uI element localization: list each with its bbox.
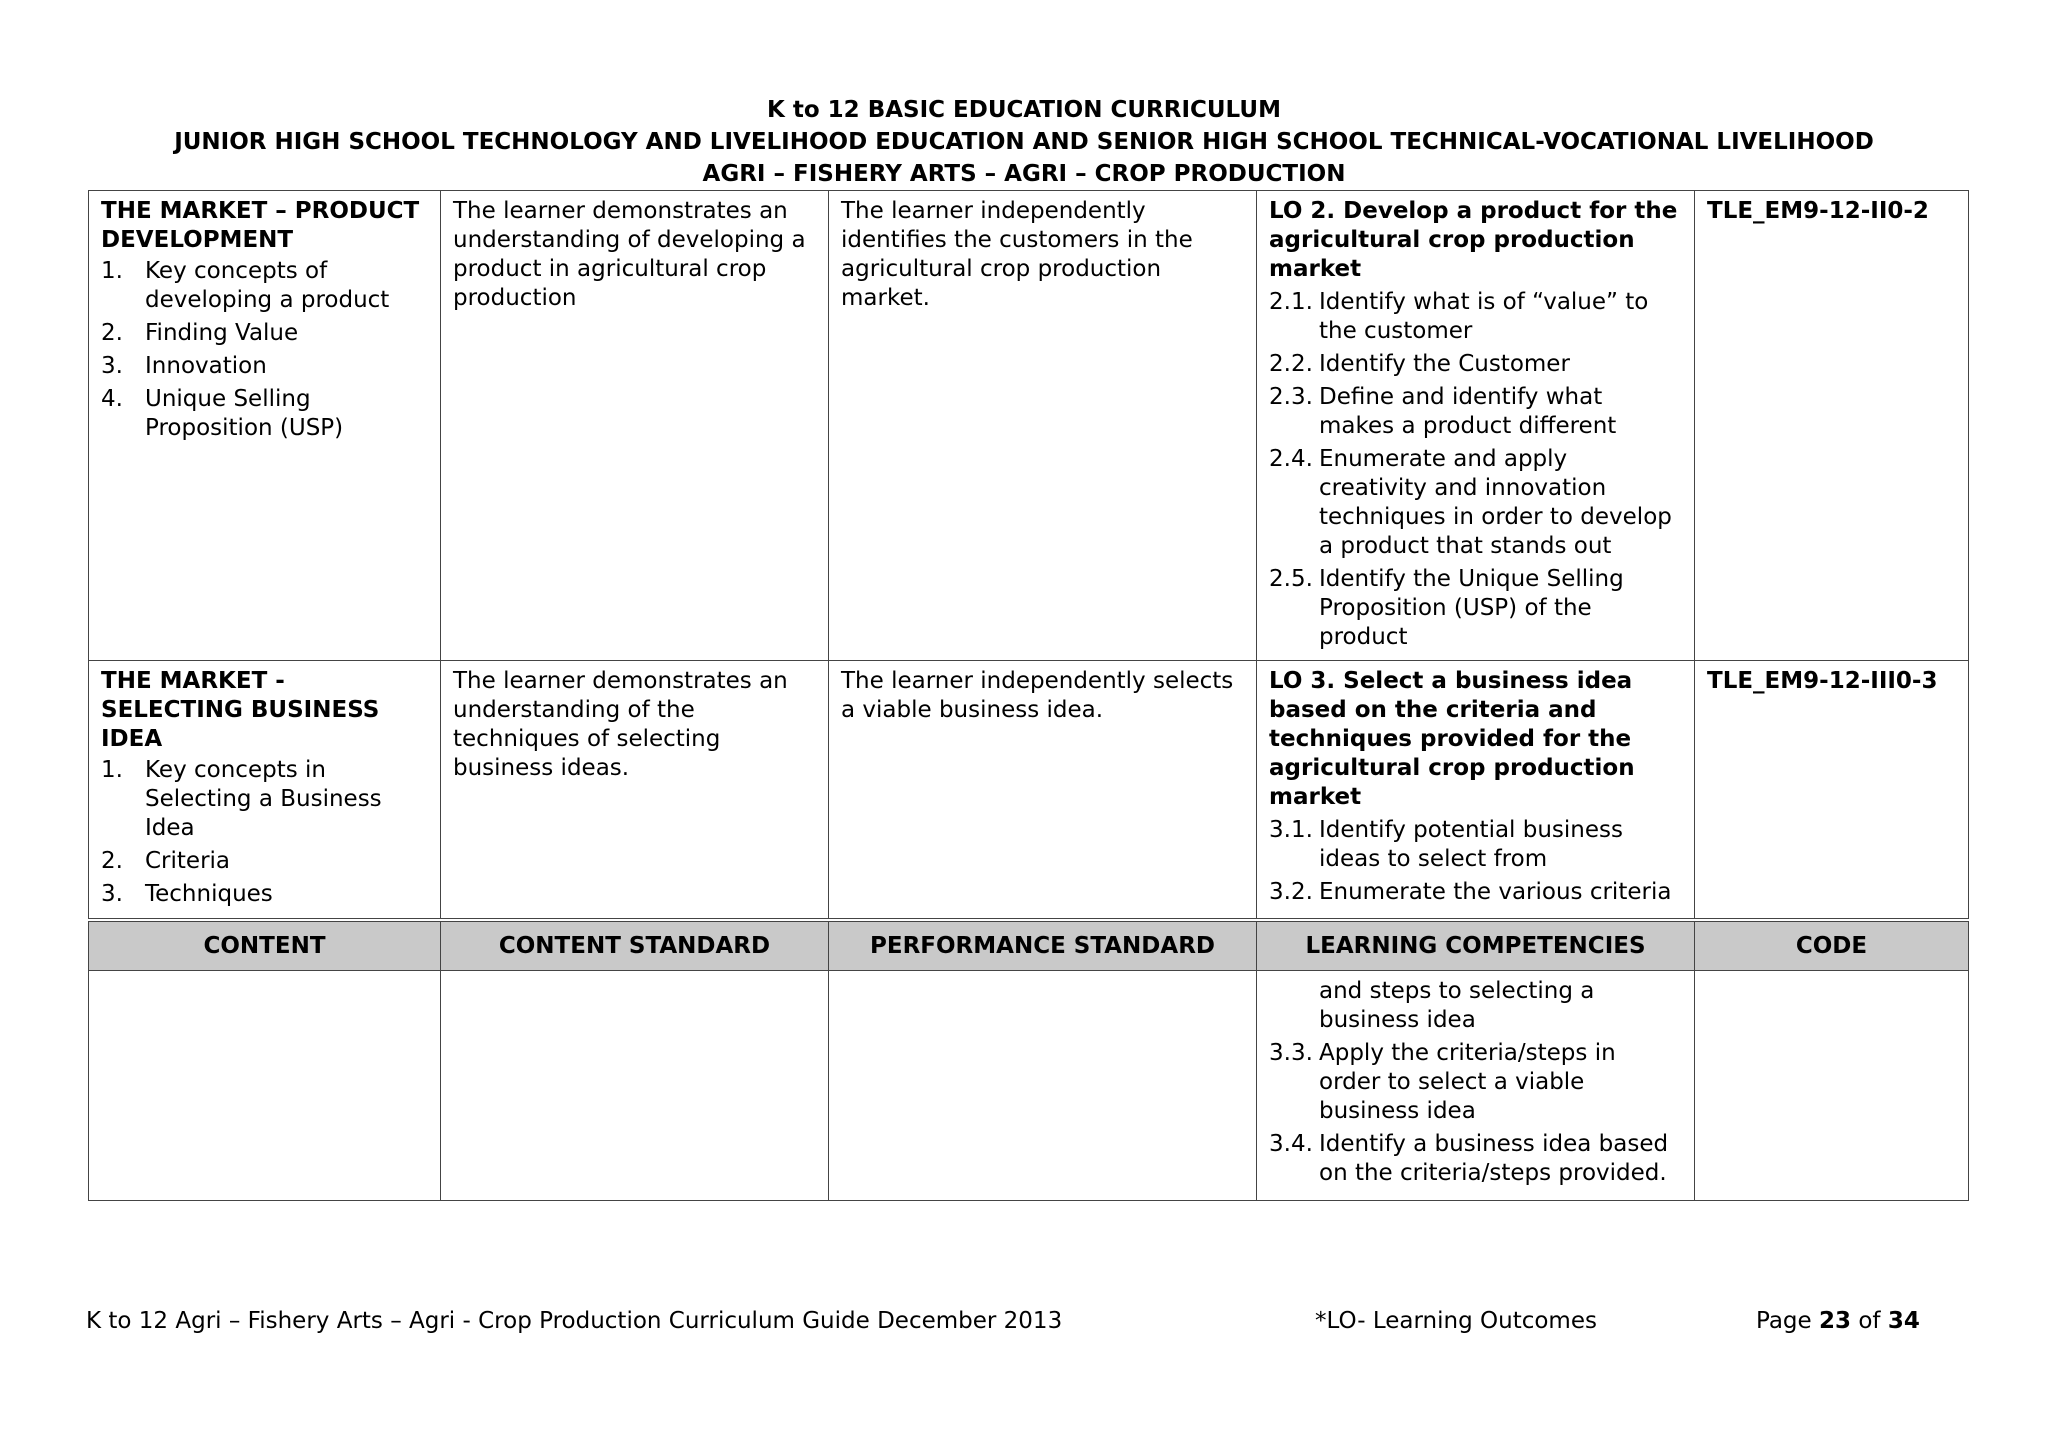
competencies-cell: [1257, 661, 1695, 919]
content-list: [101, 257, 428, 443]
content-list: [101, 756, 428, 909]
list-item: 2.5. Identify the Unique Selling Proposition (USP) of the product: [1269, 566, 1624, 650]
competency-list: [1269, 288, 1682, 652]
list-item: 2. Criteria: [101, 848, 231, 874]
learning-outcome-title: LO 2. Develop a product for the agricultural crop production market: [1269, 198, 1678, 282]
code-cell: [1695, 971, 1969, 1201]
table-row: [89, 661, 1969, 919]
list-item: 2.3. Define and identify what makes a product different: [1269, 384, 1617, 439]
header-line-2: JUNIOR HIGH SCHOOL TECHNOLOGY AND LIVELIHOOD EDUCATION AND SENIOR HIGH SCHOOL TECHNICAL-VOCATIONAL LIVELIHOOD: [174, 129, 1874, 155]
curriculum-table-continued: [88, 921, 1969, 1201]
content-cell: [89, 971, 441, 1201]
footer-lo-note: *LO- Learning Outcomes: [1315, 1308, 1597, 1334]
content-standard-cell: The learner demonstrates an understanding of developing a product in agricultural crop production: [441, 191, 829, 661]
column-header-code: CODE: [1695, 922, 1969, 971]
list-item: 3.2. Enumerate the various criteria: [1269, 879, 1672, 905]
page-total: 34: [1887, 1308, 1920, 1334]
column-header-content: CONTENT: [89, 922, 441, 971]
list-item: 1. Key concepts in Selecting a Business Idea: [101, 757, 382, 841]
list-item: 2.1. Identify what is of “value” to the customer: [1269, 289, 1649, 344]
list-item: 2.4. Enumerate and apply creativity and innovation techniques in order to develop a product that stands out: [1269, 446, 1672, 559]
list-item: 2. Finding Value: [101, 320, 299, 346]
competencies-cell: [1257, 971, 1695, 1201]
list-item: 3.4. Identify a business idea based on the criteria/steps provided.: [1269, 1131, 1669, 1186]
competency-list: [1269, 1039, 1682, 1188]
content-title: THE MARKET - SELECTING BUSINESS IDEA: [101, 668, 380, 752]
performance-standard-cell: The learner independently identifies the customers in the agricultural crop production market.: [829, 191, 1257, 661]
competency-continuation: and steps to selecting a business idea: [1319, 978, 1595, 1033]
column-header-performance-standard: PERFORMANCE STANDARD: [829, 922, 1257, 971]
performance-standard-cell: The learner independently selects a viable business idea.: [829, 661, 1257, 919]
list-item: 3.1. Identify potential business ideas to select from: [1269, 817, 1623, 872]
content-cell: [89, 661, 441, 919]
performance-standard-cell: [829, 971, 1257, 1201]
list-item: 3.3. Apply the criteria/steps in order to select a viable business idea: [1269, 1040, 1616, 1124]
list-item: 3. Techniques: [101, 881, 273, 907]
list-item: 3. Innovation: [101, 353, 267, 379]
code-cell: TLE_EM9-12-III0-3: [1695, 661, 1969, 919]
document-header: [0, 94, 2048, 190]
table-row: [89, 191, 1969, 661]
header-line-3: AGRI – FISHERY ARTS – AGRI – CROP PRODUCTION: [702, 161, 1346, 187]
content-cell: [89, 191, 441, 661]
column-header-content-standard: CONTENT STANDARD: [441, 922, 829, 971]
table-row: [89, 971, 1969, 1201]
content-standard-cell: The learner demonstrates an understanding of the techniques of selecting business ideas.: [441, 661, 829, 919]
list-item: 1. Key concepts of developing a product: [101, 258, 390, 313]
competency-list: [1269, 816, 1682, 907]
list-item: 2.2. Identify the Customer: [1269, 351, 1570, 377]
list-item: 4. Unique Selling Proposition (USP): [101, 386, 344, 441]
header-line-1: K to 12 BASIC EDUCATION CURRICULUM: [767, 97, 1281, 123]
curriculum-table: [88, 190, 1969, 919]
code-cell: TLE_EM9-12-II0-2: [1695, 191, 1969, 661]
learning-outcome-title: LO 3. Select a business idea based on the criteria and techniques provided for the agricultural crop production market: [1269, 668, 1635, 810]
column-header-learning-competencies: LEARNING COMPETENCIES: [1257, 922, 1695, 971]
footer-guide-title: K to 12 Agri – Fishery Arts – Agri - Crop Production Curriculum Guide December 2013: [86, 1308, 1063, 1334]
page-number: Page 23 of 34: [1756, 1308, 1920, 1334]
table-header-row: [89, 922, 1969, 971]
content-title: THE MARKET – PRODUCT DEVELOPMENT: [101, 198, 420, 253]
competencies-cell: [1257, 191, 1695, 661]
page-current: 23: [1819, 1308, 1852, 1334]
content-standard-cell: [441, 971, 829, 1201]
